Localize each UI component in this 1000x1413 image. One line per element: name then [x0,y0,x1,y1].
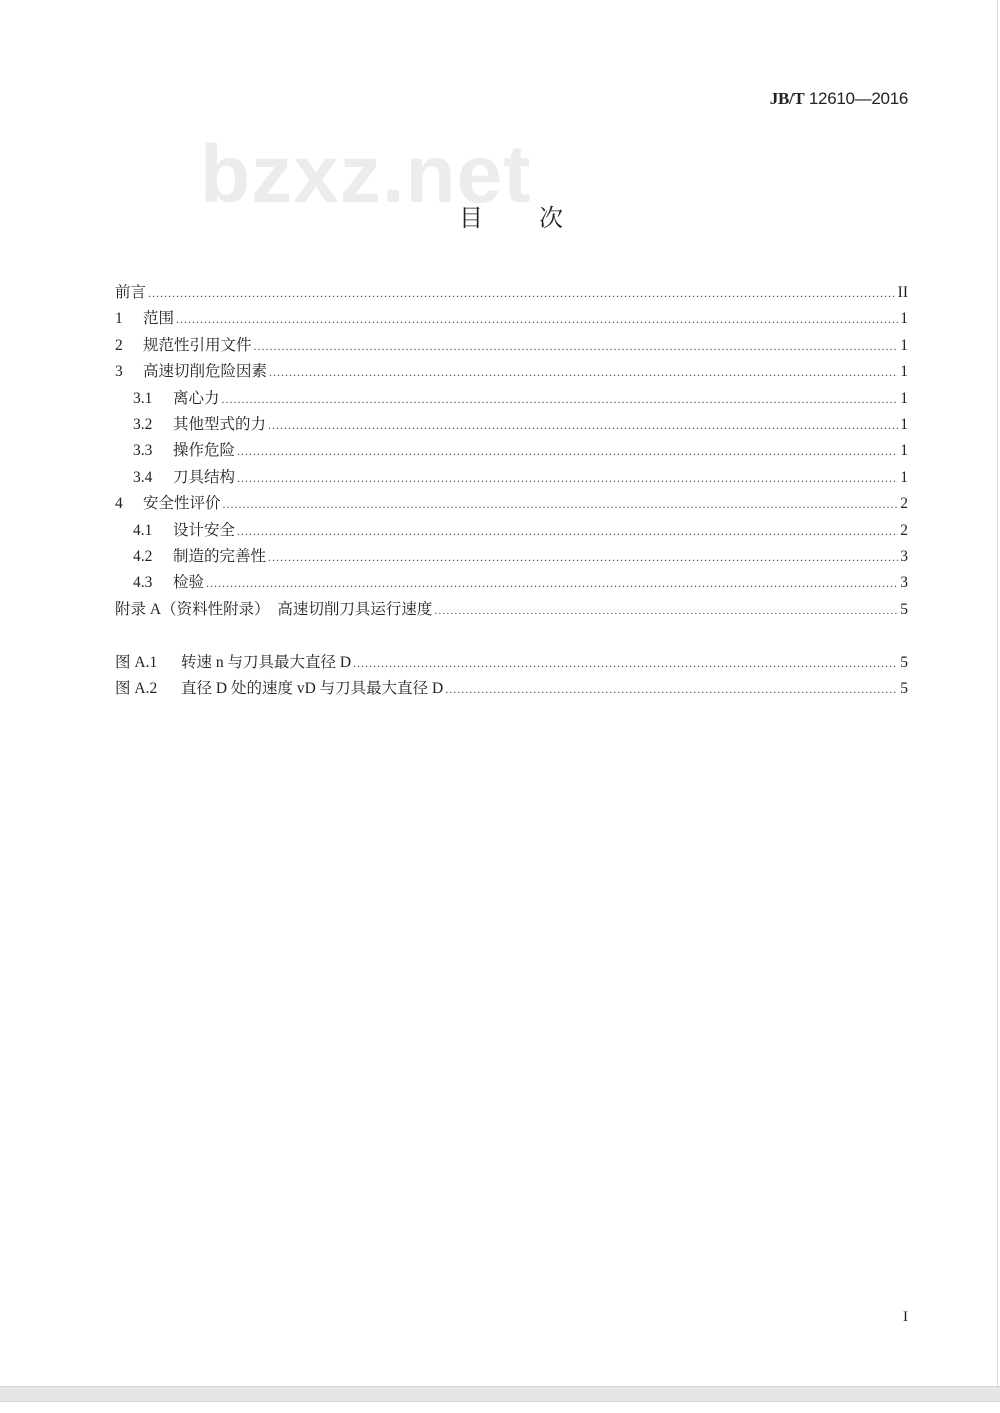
toc-entry-number: 3.3 [133,442,153,460]
toc-entry-page: 3 [900,574,908,592]
toc-entry-label: 范围 [143,310,175,328]
toc-entry[interactable] [115,494,908,520]
toc-entry[interactable] [115,309,908,335]
toc-entry-page: 1 [900,336,908,354]
figure-entry-number: 图 A.2 [115,680,158,698]
toc-entry-page: II [897,284,908,301]
toc-entry-page: 2 [900,495,908,513]
toc-entry-page: 1 [900,363,908,381]
toc-entry-page: 5 [900,600,908,618]
toc-entry-label: 制造的完善性 [173,547,267,565]
toc-entry-label: 安全性评价 [143,495,221,513]
toc-entry-number: 4.2 [133,547,153,565]
dot-leader [148,283,896,303]
toc-entry-number: 3 [115,363,123,381]
dot-leader [434,600,898,620]
standard-prefix: JB/T [769,89,805,108]
toc-entry-page: 1 [900,310,908,328]
figure-entry-page: 5 [900,654,908,671]
toc-entry-label: 前言 [115,284,147,301]
dot-leader [206,573,898,593]
page-separator [0,1386,1000,1402]
dot-leader [254,336,899,356]
toc-entry[interactable] [115,362,908,388]
dot-leader [237,441,898,461]
dot-leader [237,521,898,541]
toc-entry-number: 4 [115,495,123,513]
page-edge [997,0,998,1387]
table-of-contents [115,283,908,626]
toc-entry-number: 4.3 [133,574,153,592]
page-title: 目次 [459,204,619,232]
toc-entry[interactable] [115,468,908,494]
dot-leader [237,468,898,488]
dot-leader [445,679,898,699]
dot-leader [269,362,898,382]
toc-entry-page: 3 [900,547,908,565]
toc-entry-label: 规范性引用文件 [143,336,252,354]
toc-entry[interactable] [115,573,908,599]
toc-entry-label: 设计安全 [173,521,236,539]
toc-entry[interactable] [115,600,908,626]
toc-entry-page: 1 [900,468,908,486]
figure-entry[interactable] [115,653,908,679]
dot-leader [223,494,899,514]
figure-entry-number: 图 A.1 [115,654,158,671]
toc-entry-label: 操作危险 [173,442,236,460]
toc-entry-label: 刀具结构 [173,468,236,486]
dot-leader [176,309,898,329]
toc-entry-label: 附录 A（资料性附录） 高速切削刀具运行速度 [115,600,433,618]
toc-entry[interactable] [115,547,908,573]
dot-leader [268,415,898,435]
toc-entry-label: 离心力 [173,389,220,407]
toc-entry[interactable] [115,283,908,309]
toc-entry-number: 2 [115,336,123,354]
toc-entry-label: 其他型式的力 [173,415,267,433]
dot-leader [353,653,898,673]
toc-entry-page: 1 [900,442,908,460]
toc-entry-page: 1 [900,389,908,407]
toc-entry[interactable] [115,415,908,441]
figure-entry-label: 直径 D 处的速度 vD 与刀具最大直径 D [181,680,444,698]
dot-leader [268,547,898,567]
watermark: bzxz.net [200,129,532,220]
toc-entry[interactable] [115,441,908,467]
toc-entry[interactable] [115,389,908,415]
toc-entry-page: 2 [900,521,908,539]
toc-entry-number: 1 [115,310,123,328]
toc-entry-number: 3.2 [133,415,153,433]
toc-entry-page: 1 [900,415,908,433]
figure-entry-label: 转速 n 与刀具最大直径 D [181,654,352,671]
toc-entry-number: 3.4 [133,468,153,486]
toc-entry-label: 高速切削危险因素 [143,363,268,381]
figure-entry[interactable] [115,679,908,705]
page-number: I [903,1309,908,1325]
dot-leader [222,389,899,409]
toc-entry-label: 检验 [173,574,205,592]
standard-code [770,89,908,109]
toc-entry-number: 3.1 [133,389,153,407]
figure-entry-page: 5 [900,680,908,698]
standard-number: 12610—2016 [808,89,908,108]
toc-entry[interactable] [115,521,908,547]
toc-entry[interactable] [115,336,908,362]
toc-entry-number: 4.1 [133,521,153,539]
figure-list [115,653,908,706]
